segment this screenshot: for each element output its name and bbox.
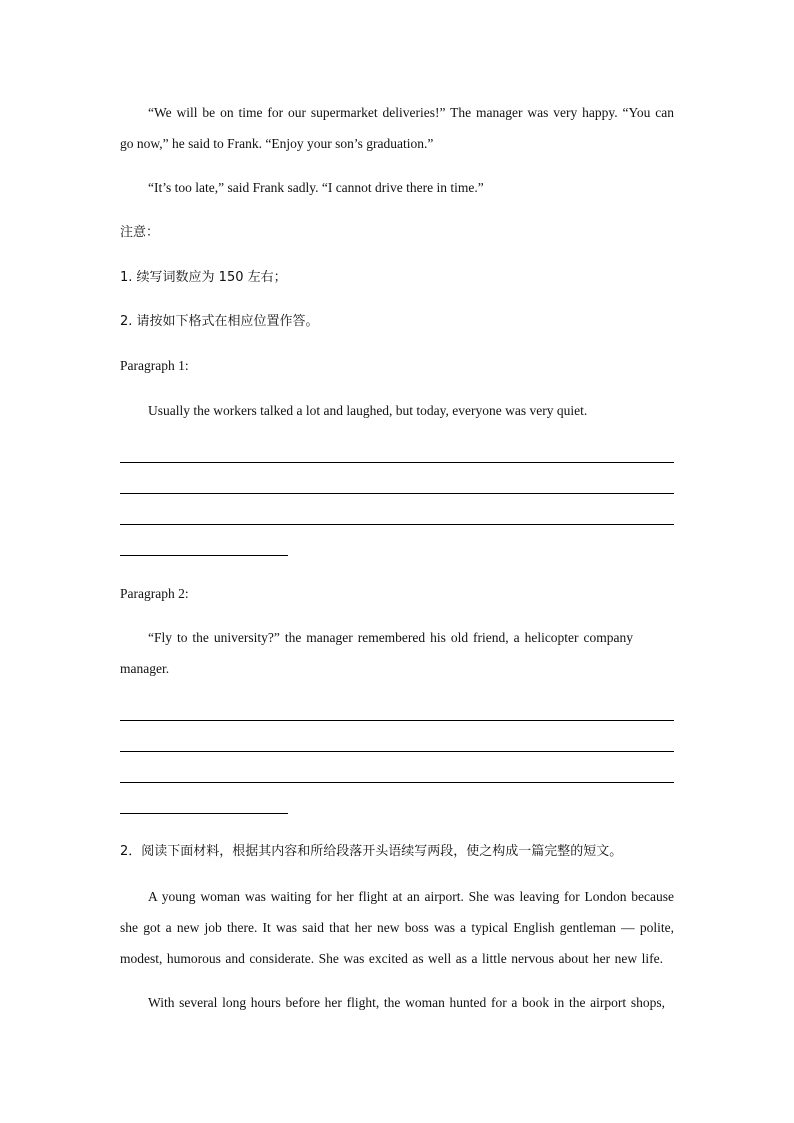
- task-2-instruction: 2．阅读下面材料，根据其内容和所给段落开头语续写两段，使之构成一篇完整的短文。: [120, 844, 623, 859]
- paragraph-2-label: Paragraph 2:: [120, 586, 189, 601]
- paragraph-2-opening-line-2: manager.: [120, 661, 170, 676]
- answer-line: [120, 751, 674, 752]
- story-line-1: “We will be on time for our supermarket deliveries!” The manager was very happy. “You can: [148, 106, 674, 120]
- story-line-3: “It’s too late,” said Frank sadly. “I cannot drive there in time.”: [148, 180, 484, 195]
- document-page: [120, 0, 674, 1123]
- paragraph-1-opening: Usually the workers talked a lot and laughed, but today, everyone was very quiet.: [148, 403, 588, 418]
- notes-heading: 注意：: [120, 225, 160, 240]
- answer-line: [120, 524, 674, 525]
- task-2-para-1-line-1: A young woman was waiting for her flight at an airport. She was leaving for London because: [148, 890, 674, 904]
- task-2-para-2-line-1: With several long hours before her flight, the woman hunted for a book in the airport shops,: [148, 996, 665, 1010]
- answer-line: [120, 462, 674, 463]
- task-2-para-1-line-3: modest, humorous and considerate. She was excited as well as a little nervous about her new life.: [120, 952, 663, 966]
- answer-line: [120, 782, 674, 783]
- answer-line-end: [120, 813, 288, 814]
- paragraph-1-label: Paragraph 1:: [120, 358, 189, 373]
- answer-line: [120, 493, 674, 494]
- answer-line-end: [120, 555, 288, 556]
- answer-line: [120, 720, 674, 721]
- paragraph-2-opening-line-1: “Fly to the university?” the manager remembered his old friend, a helicopter company: [148, 631, 633, 645]
- notes-item-1: 1. 续写词数应为 150 左右；: [120, 270, 287, 285]
- task-2-para-1-line-2: she got a new job there. It was said that her new boss was a typical English gentleman — polite,: [120, 921, 674, 935]
- story-line-2: go now,” he said to Frank. “Enjoy your son’s graduation.”: [120, 136, 434, 151]
- notes-item-2: 2. 请按如下格式在相应位置作答。: [120, 314, 319, 329]
